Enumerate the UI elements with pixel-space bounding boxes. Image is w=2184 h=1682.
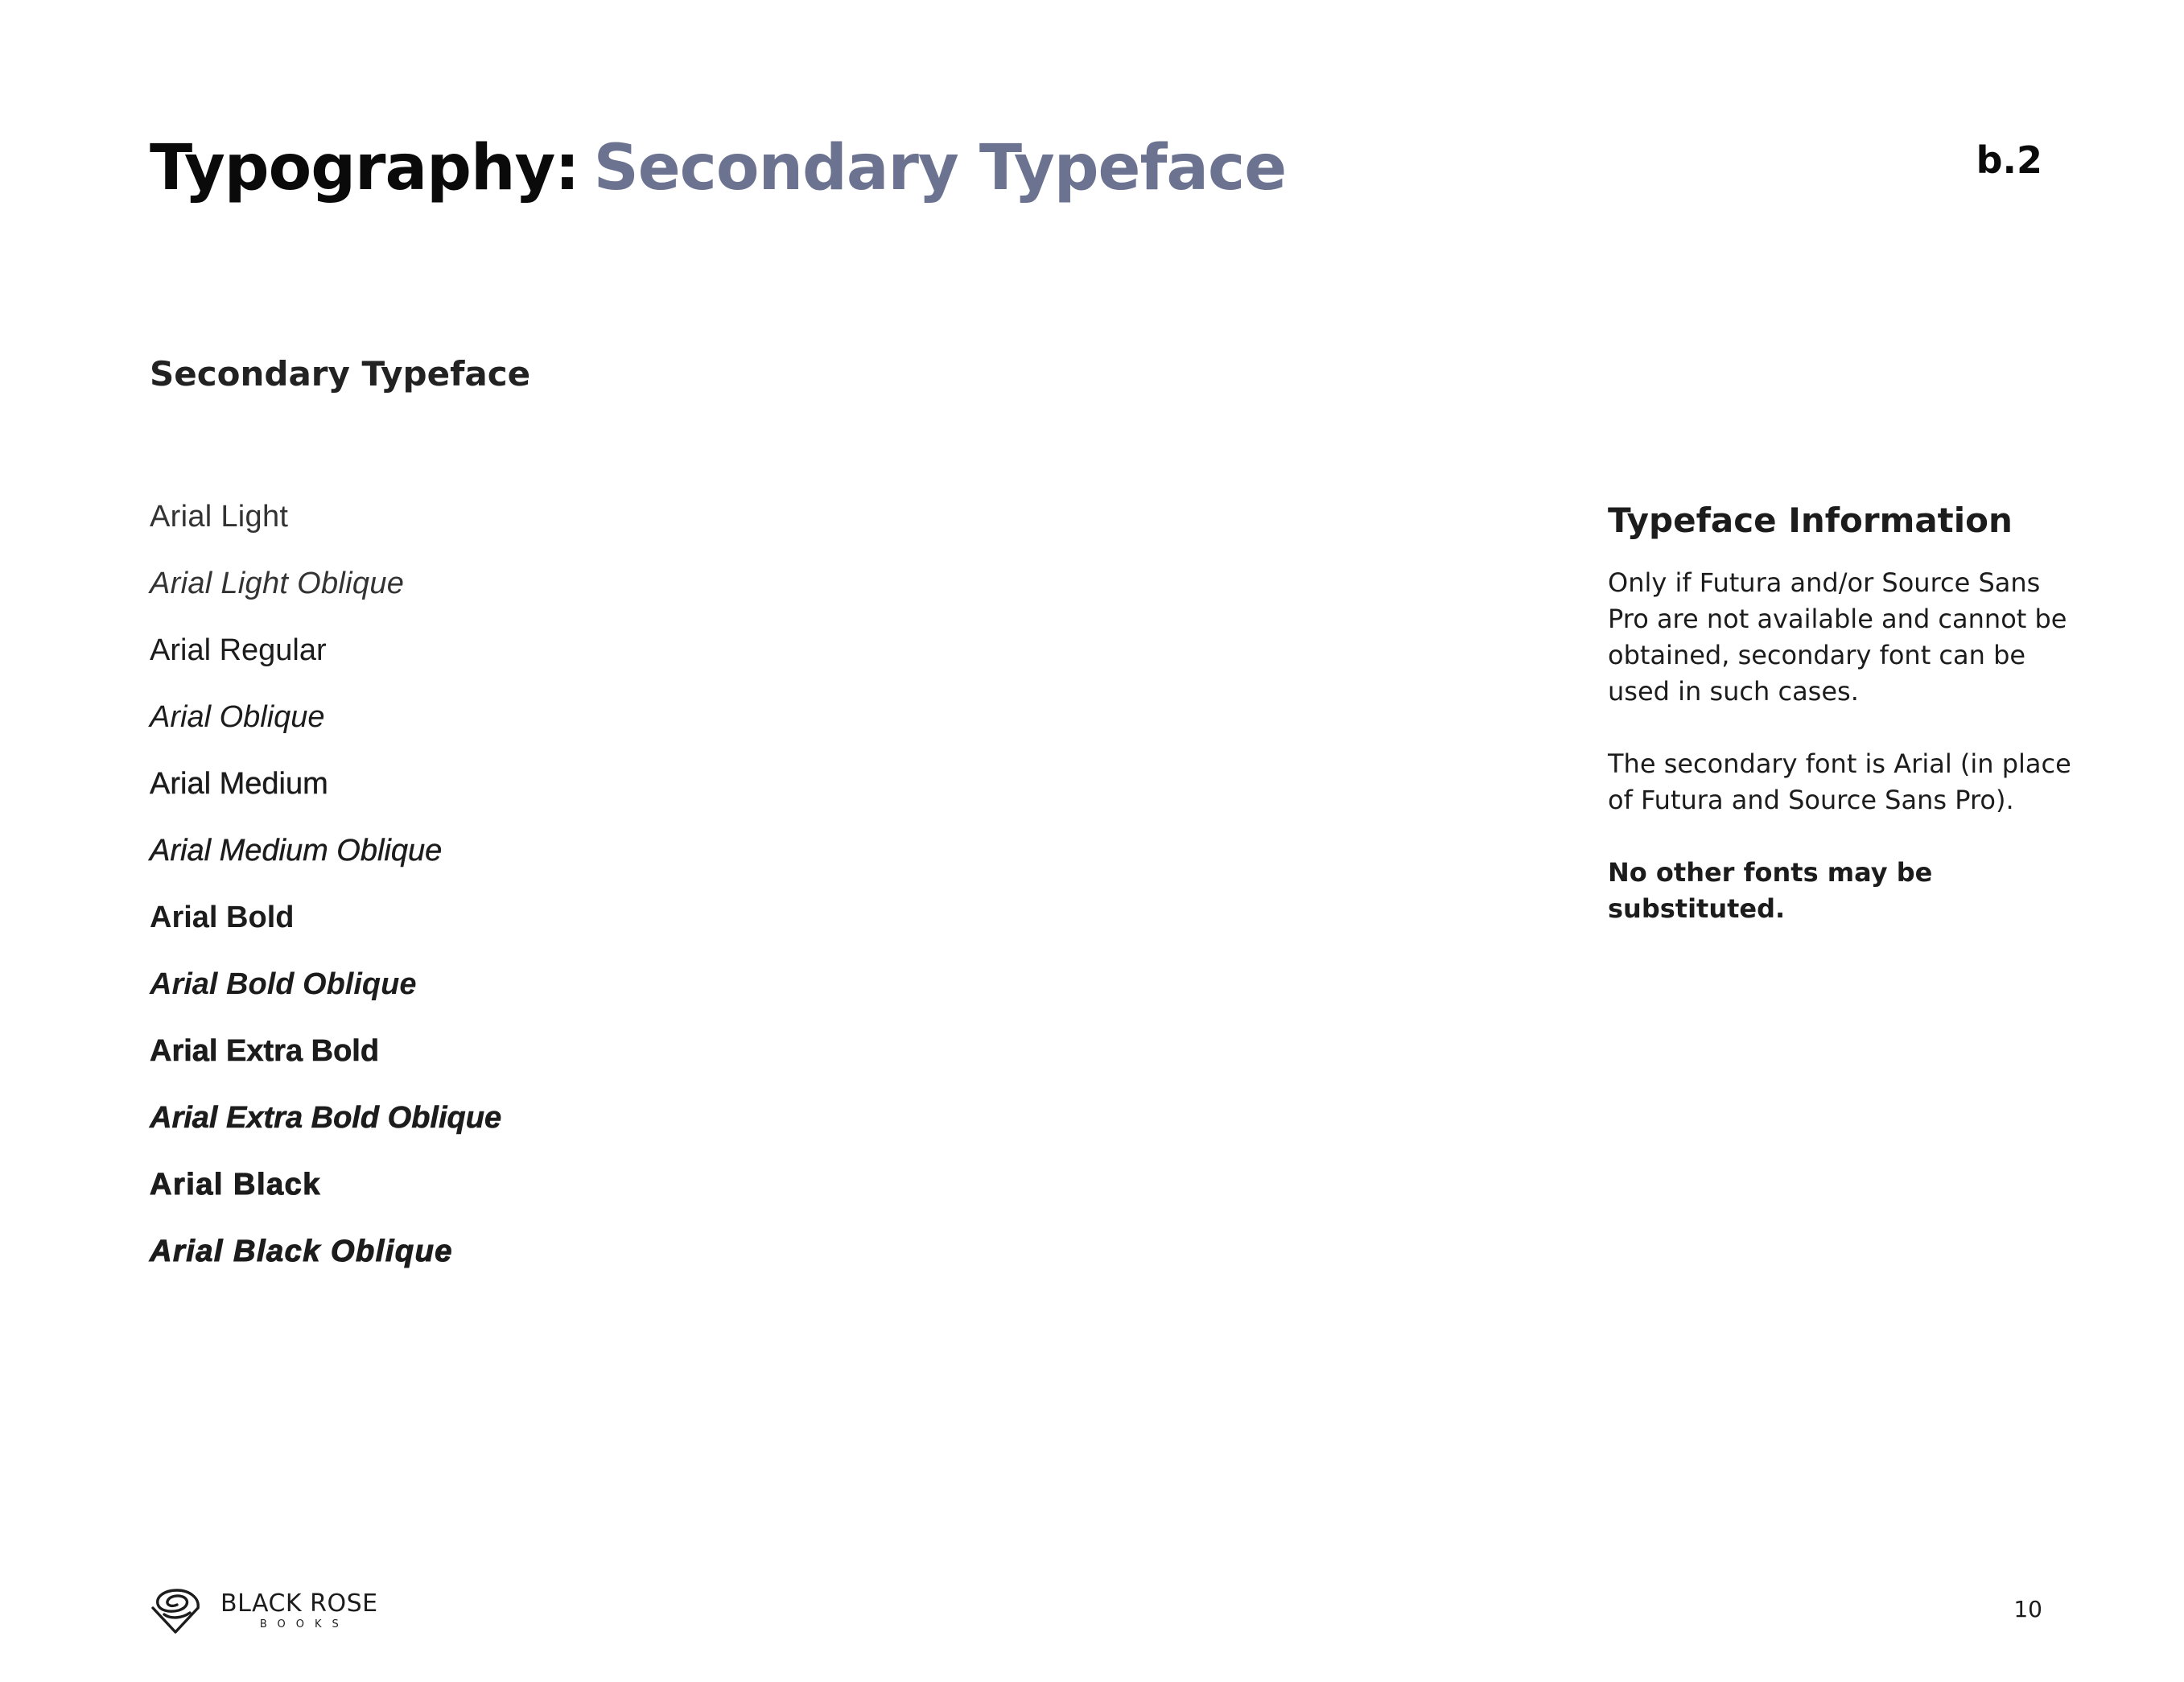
specimen-arial-black-oblique: Arial Black Oblique (150, 1235, 453, 1268)
specimen-arial-black: Arial Black (150, 1168, 321, 1202)
info-paragraph-no-substitution: No other fonts may be substituted. (1608, 857, 1933, 924)
section-code: b.2 (1976, 138, 2042, 182)
page-number: 10 (2013, 1596, 2042, 1622)
info-heading: Typeface Information (1608, 501, 2013, 540)
specimen-arial-oblique: Arial Oblique (150, 700, 325, 734)
info-paragraph-availability: Only if Futura and/or Source Sans Pro are not available and cannot be obtained, secondary font can be used in such cases. (1608, 567, 2067, 707)
specimen-arial-light-oblique: Arial Light Oblique (150, 567, 405, 600)
typeface-information-panel (1608, 501, 2083, 963)
specimen-arial-bold-oblique: Arial Bold Oblique (150, 967, 417, 1001)
logo-subtitle: BOOKS (259, 1618, 349, 1630)
info-paragraph-secondary-font: The secondary font is Arial (in place of Futura and Source Sans Pro). (1608, 748, 2071, 815)
typeface-specimen-list (150, 493, 501, 1294)
specimen-arial-medium: Arial Medium (150, 767, 328, 801)
specimen-arial-extra-bold-oblique: Arial Extra Bold Oblique (150, 1101, 502, 1135)
logo-name: BLACK ROSE (220, 1589, 378, 1618)
specimen-arial-medium-oblique: Arial Medium Oblique (150, 834, 443, 868)
specimen-arial-bold: Arial Bold (150, 901, 295, 934)
specimen-arial-light: Arial Light (150, 500, 289, 534)
logo-wordmark (220, 1589, 378, 1630)
page-title-accent: Secondary Typeface (593, 132, 1287, 204)
page-title (150, 132, 1287, 204)
page-title-prefix: Typography: (150, 132, 579, 204)
section-heading: Secondary Typeface (150, 354, 531, 394)
specimen-arial-regular: Arial Regular (150, 633, 327, 667)
specimen-arial-extra-bold: Arial Extra Bold (150, 1034, 380, 1068)
black-rose-books-logo (150, 1584, 378, 1637)
rose-icon (150, 1584, 203, 1637)
